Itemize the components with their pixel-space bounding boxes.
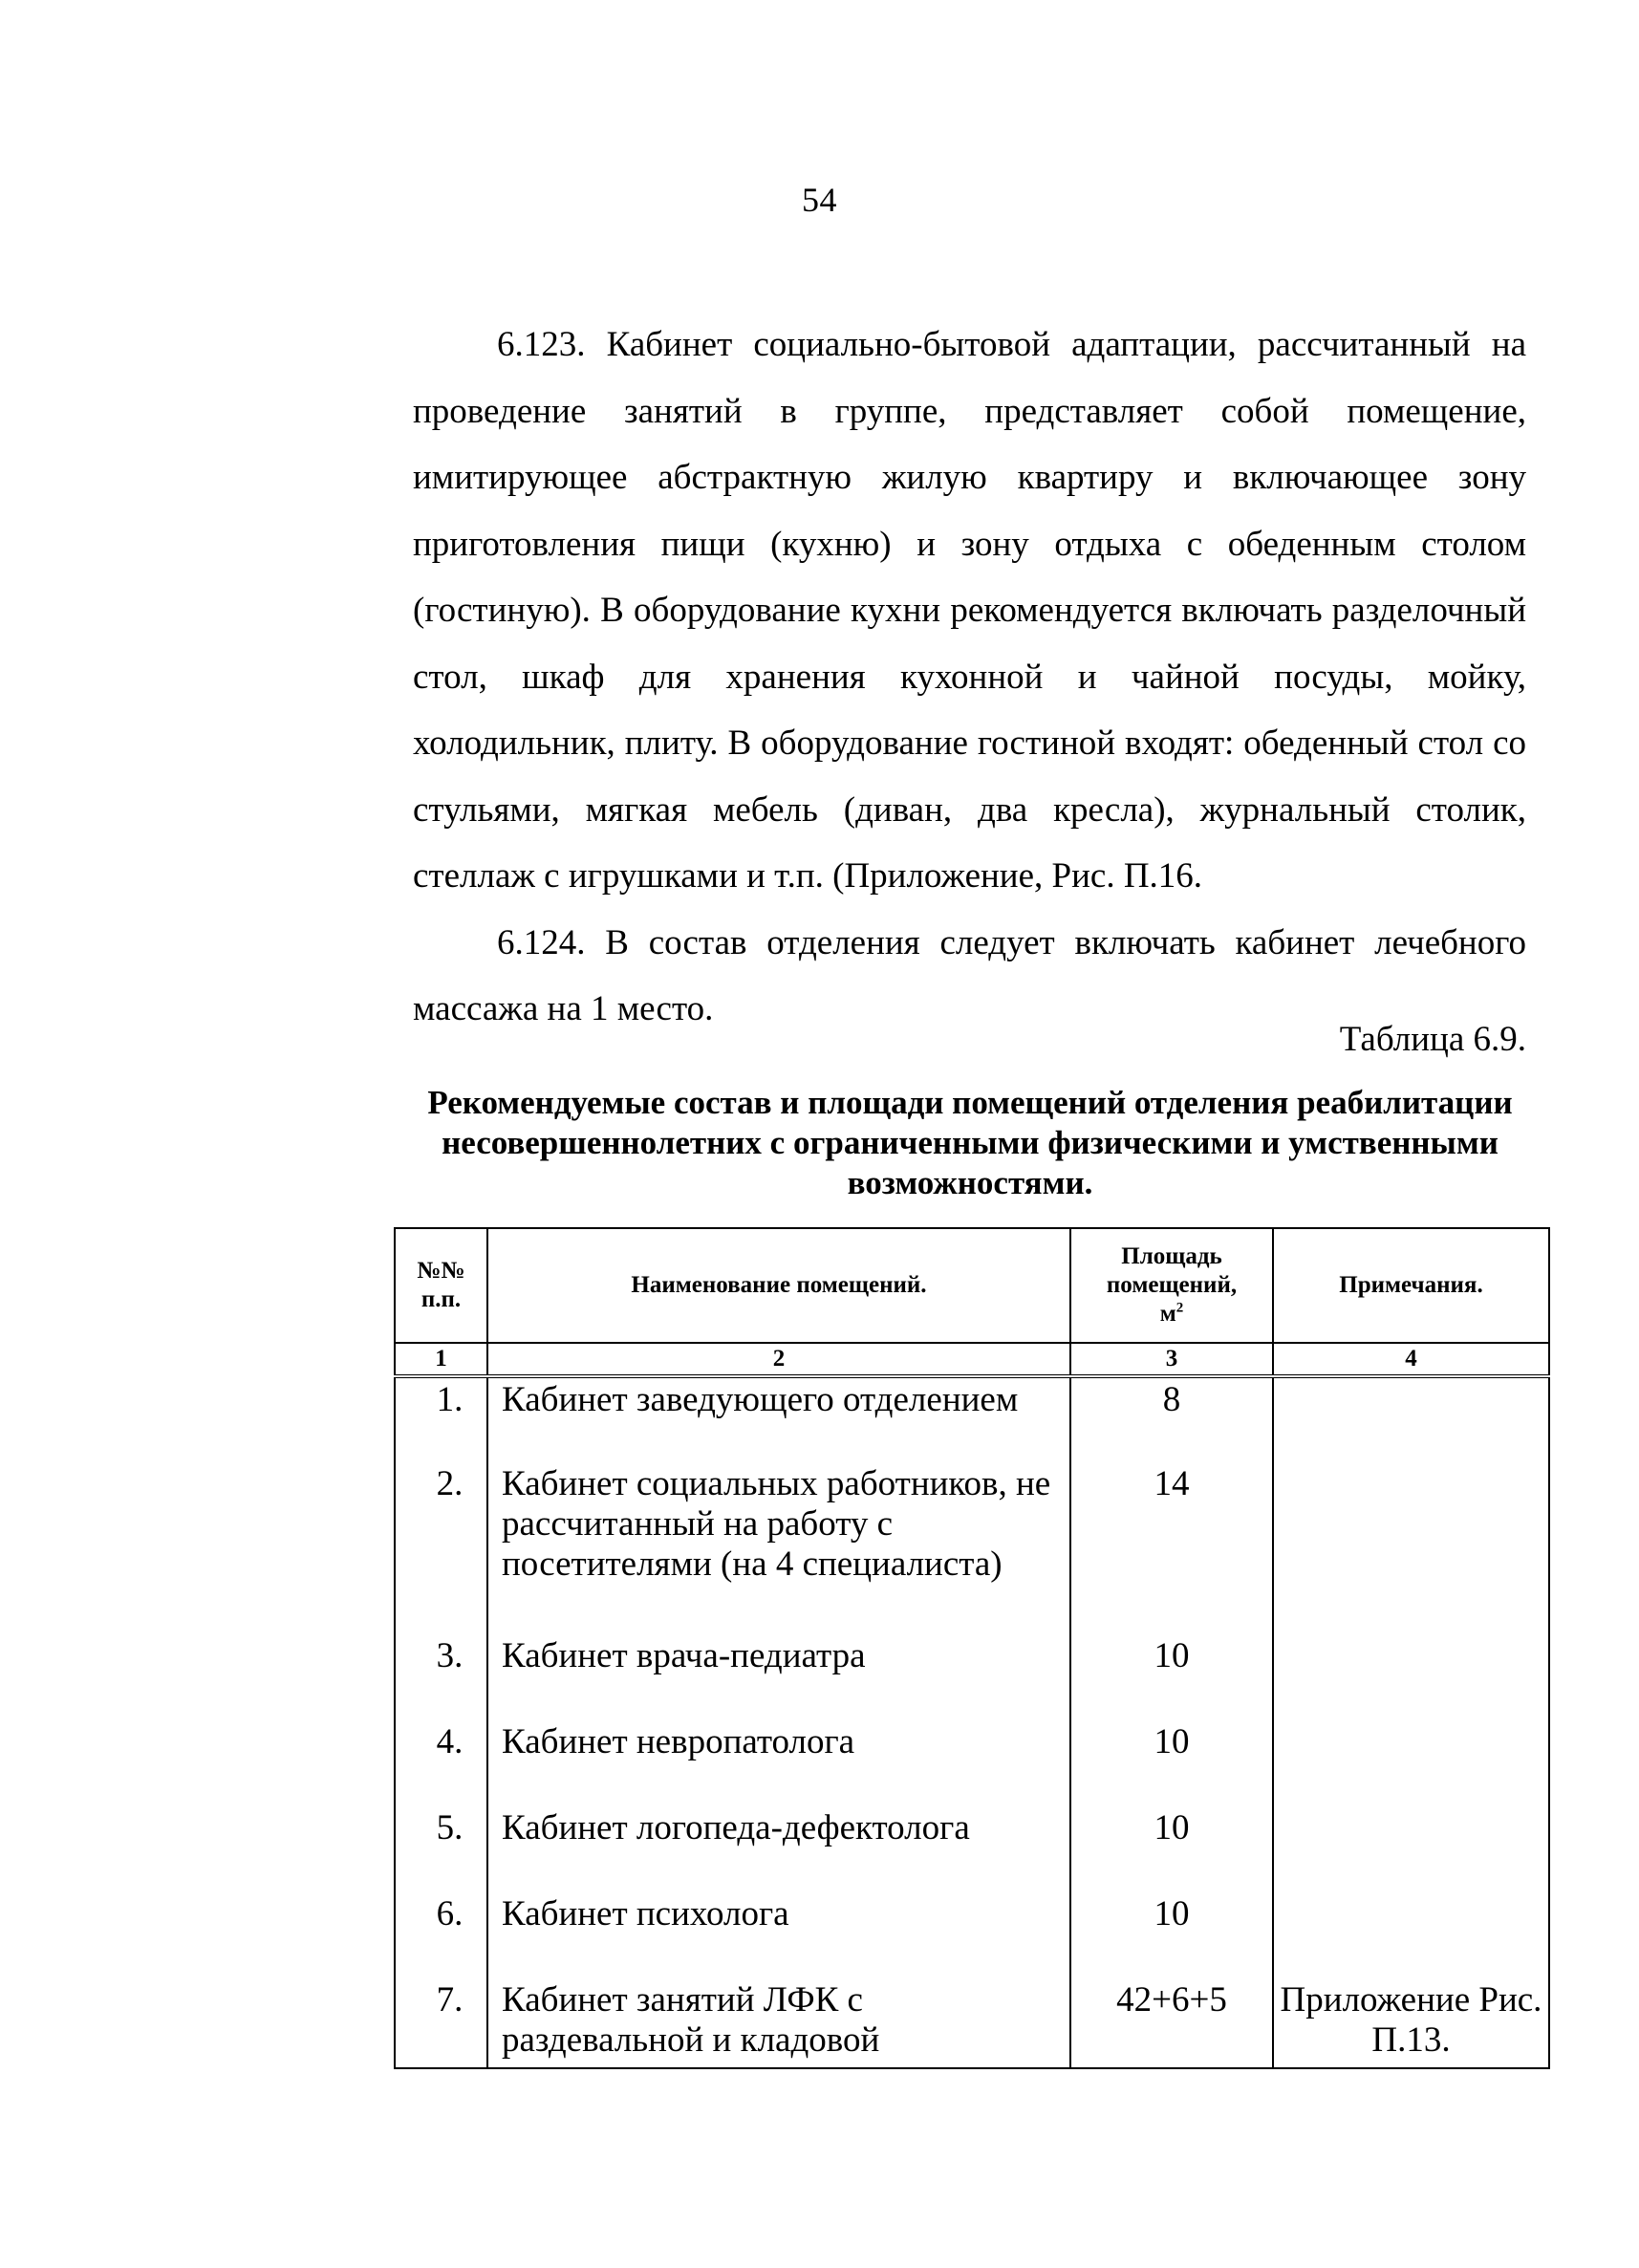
row-number: 3.	[395, 1636, 487, 1722]
rooms-table	[394, 1227, 1550, 2069]
page-number: 54	[802, 181, 837, 219]
room-area: 10	[1070, 1894, 1273, 1980]
column-number: 2	[487, 1343, 1070, 1376]
table-row	[395, 1894, 1549, 1980]
header-notes: Примечания.	[1273, 1228, 1549, 1343]
column-number: 3	[1070, 1343, 1273, 1376]
room-note	[1273, 1376, 1549, 1464]
column-number: 4	[1273, 1343, 1549, 1376]
room-area: 14	[1070, 1464, 1273, 1636]
room-note	[1273, 1722, 1549, 1808]
room-note	[1273, 1636, 1549, 1722]
table-header-row	[395, 1228, 1549, 1343]
header-area: Площадь помещений, $м^2$	[1070, 1228, 1273, 1343]
column-number-row	[395, 1343, 1549, 1376]
table-row	[395, 1722, 1549, 1808]
table-row	[395, 1464, 1549, 1636]
room-area: 10	[1070, 1808, 1273, 1894]
paragraph-6-123: 6.123. Кабинет социально-бытовой адаптации, рассчитанный на проведение занятий в группе, представляет собой помещение, имитирующее абстрактную жилую квартиру и включающее зону приготовления пищи (кухню) и зону отдыха с обеденным столом (гостиную). В оборудование кухни рекомендуется включать разделочный стол, шкаф для хранения кухонной и чайной посуды, мойку, холодильник, плиту. В оборудование гостиной входят: обеденный стол со стульями, мягкая мебель (диван, два кресла), журнальный столик, стеллаж с игрушками и т.п. (Приложение, Рис. П.16.	[413, 325, 1526, 896]
room-name: Кабинет врача-педиатра	[487, 1636, 1070, 1722]
row-number: 6.	[395, 1894, 487, 1980]
table-row	[395, 1376, 1549, 1464]
room-note	[1273, 1464, 1549, 1636]
header-number: №№ п.п.	[395, 1228, 487, 1343]
room-area: 10	[1070, 1722, 1273, 1808]
column-number: 1	[395, 1343, 487, 1376]
room-area: 10	[1070, 1636, 1273, 1722]
row-number: 5.	[395, 1808, 487, 1894]
row-number: 4.	[395, 1722, 487, 1808]
room-area: 8	[1070, 1376, 1273, 1464]
row-number: 7.	[395, 1980, 487, 2068]
paragraph-6-124: 6.124. В состав отделения следует включать кабинет лечебного массажа на 1 место.	[413, 922, 1526, 1028]
table-row	[395, 1980, 1549, 2068]
room-name: Кабинет психолога	[487, 1894, 1070, 1980]
header-room-name: Наименование помещений.	[487, 1228, 1070, 1343]
room-name: Кабинет логопеда-дефектолога	[487, 1808, 1070, 1894]
room-note	[1273, 1808, 1549, 1894]
row-number: 2.	[395, 1464, 487, 1636]
room-area: 42+6+5	[1070, 1980, 1273, 2068]
table-row	[395, 1808, 1549, 1894]
table-label: Таблица 6.9.	[1339, 1020, 1526, 1059]
room-name: Кабинет социальных работников, не рассчитанный на работу с посетителями (на 4 специалиста)	[487, 1464, 1070, 1636]
room-note	[1273, 1894, 1549, 1980]
table-title: Рекомендуемые состав и площади помещений отделения реабилитации несовершеннолетних с ограниченными физическими и умственными возможностями.	[427, 1084, 1513, 1201]
room-name: Кабинет занятий ЛФК с раздевальной и кладовой	[487, 1980, 1070, 2068]
room-name: Кабинет заведующего отделением	[487, 1376, 1070, 1464]
body-text	[413, 312, 1526, 1043]
room-name: Кабинет невропатолога	[487, 1722, 1070, 1808]
table-row	[395, 1636, 1549, 1722]
row-number: 1.	[395, 1376, 487, 1464]
room-note: Приложение Рис. П.13.	[1273, 1980, 1549, 2068]
